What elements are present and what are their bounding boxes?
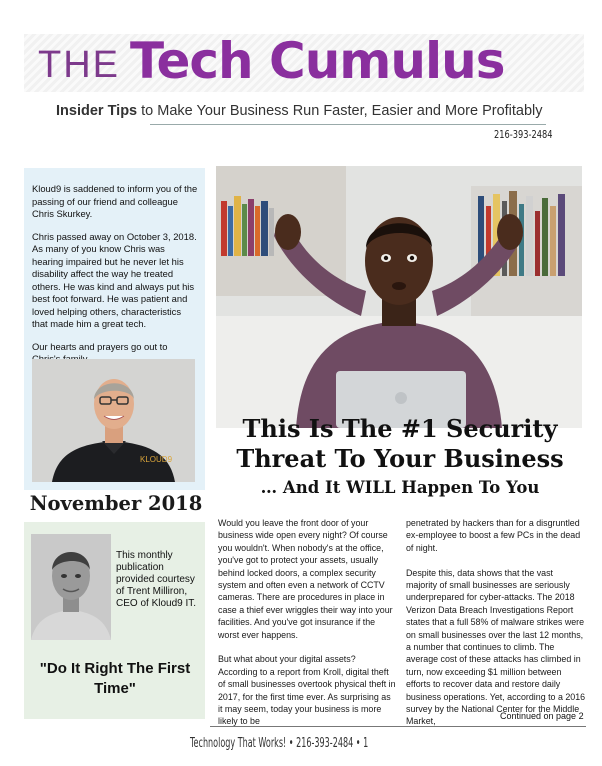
header-rule (150, 124, 546, 125)
memorial-paragraph: Chris passed away on October 3, 2018. As many of you know Chris was hearing impaired but he never let his disability affect the way he treated others. He was kind and always put his best foot forward. He was patient and loved helping others, characteristics that made him a great tech. (32, 230, 197, 329)
memorial-paragraph: Kloud9 is saddened to inform you of the passing of our friend and colleague Chris Skurkey. (32, 183, 198, 219)
masthead-the: THE (38, 44, 120, 86)
chris-photo (32, 359, 195, 482)
issue-month: November 2018 (29, 492, 203, 515)
article-column-1 (218, 517, 396, 740)
tagline-rest: to Make Your Business Run Faster, Easier and More Profitably (137, 103, 543, 119)
headline-line-1: This Is The #1 Security (242, 414, 558, 443)
tagline-bold: Insider Tips (56, 103, 138, 119)
tagline (56, 103, 543, 119)
page-footer: Technology That Works! • 216-393-2484 • 1 (190, 736, 369, 751)
headline-line-2: Threat To Your Business (236, 444, 564, 473)
motto: "Do It Right The First Time" (39, 660, 191, 697)
memorial-text (32, 183, 198, 376)
article-paragraph: But what about your digital assets? According to a report from Kroll, digital theft of small businesses overtook physical theft in 2017, for the first time ever. As surprising as it may seem, today your business is more likely to be (218, 654, 396, 727)
article-column-2 (406, 517, 586, 740)
sponsor-text: This monthly publication provided courtesy of Trent Milliron, CEO of Kloud9 IT. (116, 550, 197, 609)
continued-notice: Continued on page 2 (500, 711, 584, 721)
article-paragraph: Despite this, data shows that the vast majority of small businesses are seriously underprepared for cyber-attacks. The 2018 Verizon Data Breach Investigations Report states that a full 58% of malware strikes were on small businesses over the last 12 months, a number that continues to climb. The average cost of these attacks has climbed in turn, now exceeding $1 million between efforts to recover data and restore daily business operations. Yet, according to a 2016 survey by the National Center for the Middle Market, (406, 567, 586, 727)
article-paragraph: Would you leave the front door of your business wide open every night? Of course you wouldn't. When nobody's at the office, you've got to protect your assets, usually behind locked doors, a complex security system and often even a network of CCTV cameras. There are procedures in place in case a thief ever wriggles their way into your facilities. And you've got insurance if the worst ever happens. (218, 518, 393, 640)
shirt-logo: KLOUD9 (140, 455, 173, 464)
chris-portrait-illustration (32, 359, 195, 482)
hero-photo (216, 166, 582, 428)
footer-rule (210, 726, 586, 727)
header-phone: 216-393-2484 (494, 128, 553, 141)
trent-portrait-illustration (31, 534, 111, 640)
trent-photo (31, 534, 111, 640)
article-paragraph: penetrated by hackers than for a disgruntled ex-employee to boost a few PCs in the dead of night. (406, 518, 581, 553)
article-headline (210, 414, 590, 500)
frustrated-man-illustration (216, 166, 582, 428)
memorial-paragraph: Our hearts and prayers go out to (32, 340, 168, 352)
newsletter-title: Tech Cumulus (130, 32, 505, 90)
headline-line-3: … And It WILL Happen To You (260, 478, 540, 497)
